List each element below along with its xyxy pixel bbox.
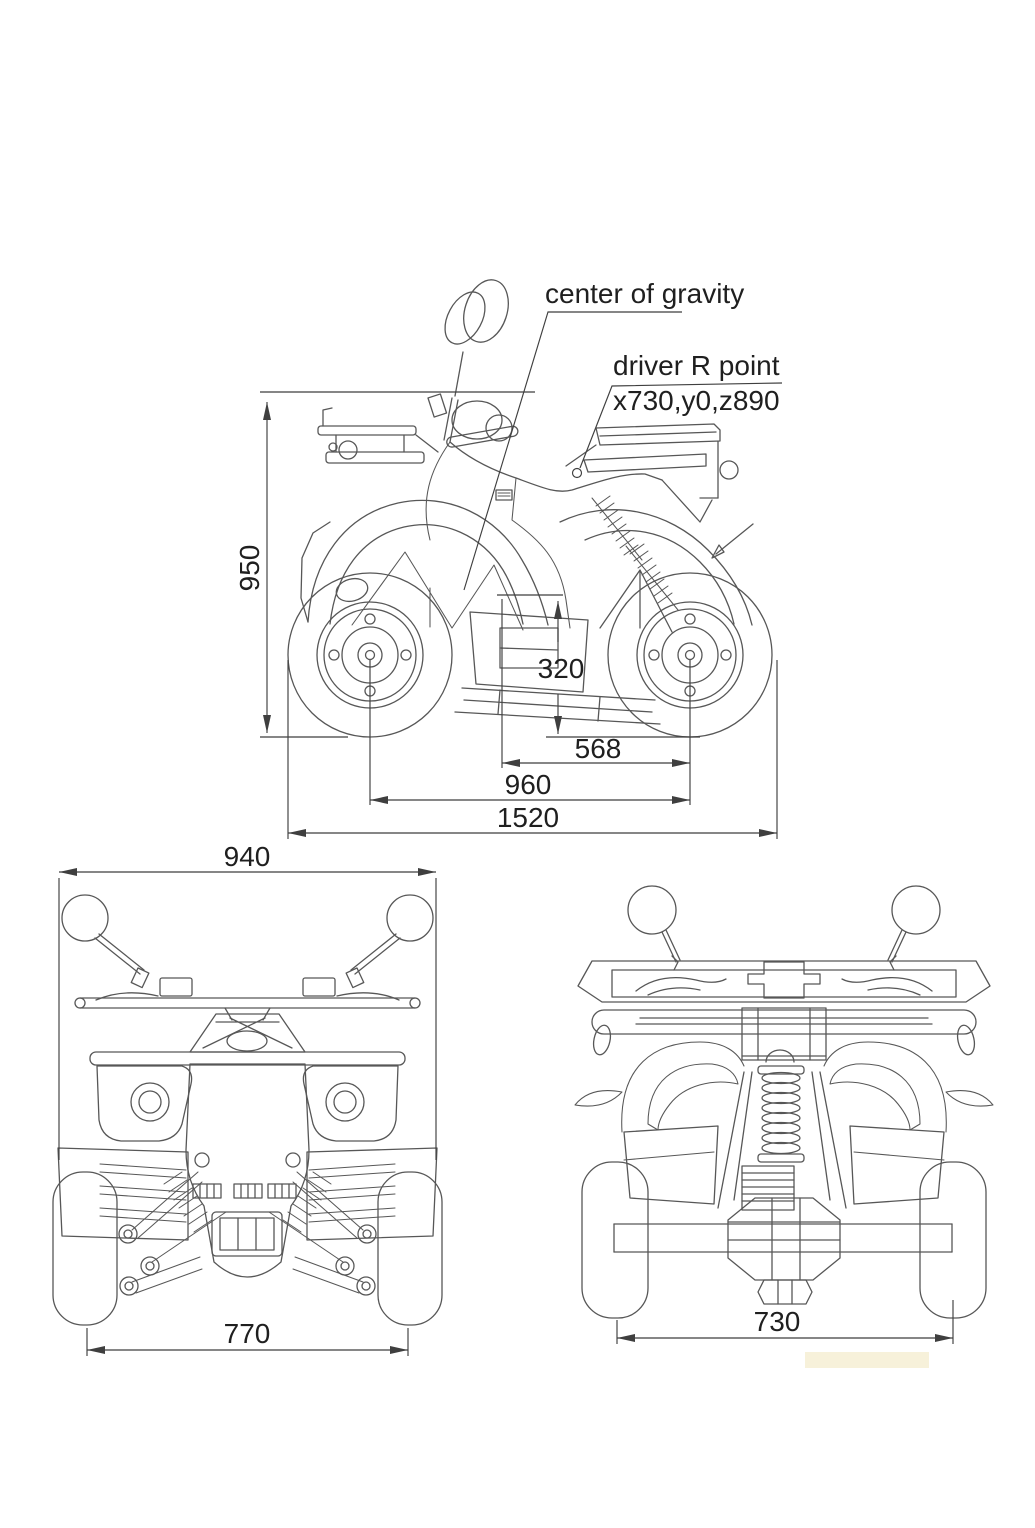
rear-view	[575, 886, 993, 1318]
front-right-headlight	[326, 1083, 364, 1121]
r-point-label: driver R point	[613, 350, 780, 381]
dim-overall-width-label: 940	[223, 841, 271, 872]
dim-front-track	[87, 1318, 408, 1356]
side-rear-springs	[592, 496, 678, 610]
dim-cog-height-label: 320	[537, 653, 585, 684]
rear-right-mirror	[888, 886, 940, 970]
side-seat	[450, 442, 662, 491]
side-rear-rack	[566, 424, 753, 558]
rear-left-mirror	[628, 886, 680, 970]
front-view	[53, 895, 442, 1325]
front-left-headlight	[131, 1083, 169, 1121]
side-view-dimensions	[234, 392, 777, 839]
rear-differential	[728, 1198, 840, 1304]
dim-overall-width	[59, 841, 436, 1160]
side-view	[288, 274, 772, 737]
side-mirror	[456, 274, 516, 348]
front-nose-panel	[190, 1014, 305, 1052]
front-right-mirror	[346, 895, 433, 988]
dim-wheelbase-label: 960	[504, 769, 552, 800]
r-point-marker	[573, 469, 582, 478]
side-steering-and-mirror	[428, 274, 519, 448]
dim-rear-track	[617, 1300, 953, 1344]
front-left-suspension	[119, 1172, 226, 1295]
side-frame	[352, 442, 570, 630]
rear-fender-bar	[591, 1010, 977, 1056]
cog-annotation	[464, 278, 744, 590]
rear-view-dimensions	[617, 1300, 953, 1344]
front-left-mirror	[62, 895, 149, 988]
rear-swingarm-panels	[624, 1126, 944, 1204]
cog-label: center of gravity	[545, 278, 745, 309]
front-center-skidplate	[186, 1064, 309, 1277]
front-view-dimensions	[59, 841, 436, 1356]
side-front-rack	[318, 408, 438, 463]
dim-rear-track-label: 730	[753, 1306, 801, 1337]
dim-cog-to-rear-axle-label: 568	[574, 733, 622, 764]
front-left-fender	[97, 1066, 192, 1141]
front-right-suspension	[269, 1172, 376, 1295]
rear-shock-absorber	[718, 1008, 846, 1210]
watermark-artifact	[805, 1352, 929, 1368]
rear-axle	[614, 1224, 952, 1252]
dim-overall-height-label: 950	[234, 544, 265, 592]
rear-right-wheel	[920, 1162, 986, 1318]
rear-left-wheel	[582, 1162, 648, 1318]
side-headlight	[452, 401, 502, 439]
dim-overall-length-label: 1520	[496, 802, 560, 833]
side-front-fender	[301, 500, 548, 625]
front-right-fender	[303, 1066, 398, 1141]
rear-rack	[578, 961, 990, 1002]
dim-wheelbase	[370, 660, 690, 805]
dim-overall-length	[288, 660, 777, 839]
front-rack-bar	[90, 1052, 405, 1065]
dim-front-track-label: 770	[223, 1318, 271, 1349]
r-point-coords: x730,y0,z890	[613, 385, 780, 416]
